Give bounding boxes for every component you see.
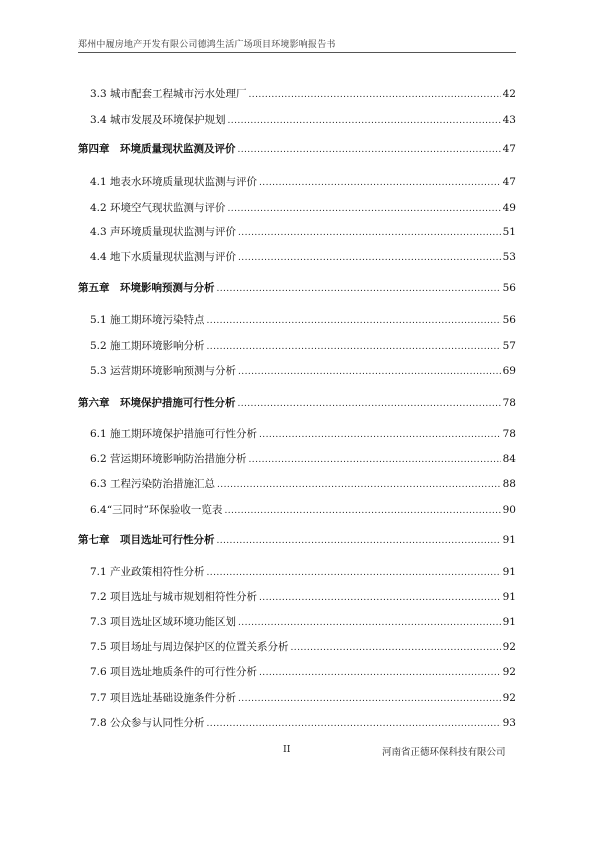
toc-section-entry[interactable]	[78, 114, 516, 127]
toc-entry-title: 4.1 地表水环境质量现状监测与评价	[90, 176, 258, 188]
toc-entry-page-number: 92	[502, 666, 516, 678]
toc-section-entry[interactable]	[78, 428, 516, 441]
footer-company-name: 河南省正德环保科技有限公司	[382, 747, 506, 758]
toc-entry-title: 第四章 环境质量现状监测及评价	[78, 143, 236, 155]
toc-dot-leader	[238, 398, 501, 411]
toc-dot-leader	[259, 592, 501, 605]
toc-entry-title: 7.6 项目选址地质条件的可行性分析	[90, 666, 258, 678]
toc-entry-title: 第六章 环境保护措施可行性分析	[78, 397, 236, 409]
toc-dot-leader	[249, 454, 501, 467]
toc-entry-title: 7.1 产业政策相符性分析	[90, 566, 205, 578]
toc-entry-page-number: 91	[502, 566, 516, 578]
toc-section-entry[interactable]	[78, 591, 516, 604]
toc-section-entry[interactable]	[78, 692, 516, 705]
toc-entry-page-number: 47	[502, 176, 516, 188]
toc-dot-leader	[249, 89, 501, 102]
toc-entry-title: 6.2 营运期环境影响防治措施分析	[90, 453, 247, 465]
toc-dot-leader	[238, 144, 501, 157]
toc-section-entry[interactable]	[78, 251, 516, 264]
header-divider	[78, 52, 516, 53]
toc-entry-page-number: 88	[502, 478, 516, 490]
toc-section-entry[interactable]	[78, 226, 516, 239]
toc-entry-page-number: 91	[502, 534, 516, 546]
toc-entry-page-number: 56	[502, 314, 516, 326]
toc-dot-leader	[238, 366, 501, 379]
toc-section-entry[interactable]	[78, 717, 516, 730]
toc-entry-page-number: 53	[502, 251, 516, 263]
toc-entry-page-number: 78	[502, 428, 516, 440]
toc-entry-page-number: 92	[502, 641, 516, 653]
toc-dot-leader	[207, 315, 501, 328]
toc-entry-page-number: 69	[502, 365, 516, 377]
toc-dot-leader	[207, 341, 501, 354]
toc-dot-leader	[207, 718, 501, 731]
toc-entry-title: 5.1 施工期环境污染特点	[90, 314, 205, 326]
toc-entry-page-number: 43	[502, 114, 516, 126]
toc-section-entry[interactable]	[78, 340, 516, 353]
toc-section-entry[interactable]	[78, 176, 516, 189]
toc-entry-page-number: 91	[502, 616, 516, 628]
toc-dot-leader	[238, 227, 501, 240]
toc-dot-leader	[238, 693, 501, 706]
toc-dot-leader	[217, 535, 501, 548]
toc-entry-page-number: 93	[502, 717, 516, 729]
toc-entry-title: 7.5 项目场址与周边保护区的位置关系分析	[90, 641, 289, 653]
toc-entry-title: 7.2 项目选址与城市规划相符性分析	[90, 591, 258, 603]
toc-entry-title: 6.1 施工期环境保护措施可行性分析	[90, 428, 258, 440]
toc-section-entry[interactable]	[78, 202, 516, 215]
toc-dot-leader	[207, 567, 501, 580]
toc-section-entry[interactable]	[78, 666, 516, 679]
toc-entry-page-number: 47	[502, 143, 516, 155]
toc-entry-page-number: 56	[502, 282, 516, 294]
running-header: 郑州中履房地产开发有限公司德鸿生活广场项目环境影响报告书	[78, 40, 336, 50]
toc-entry-title: 4.2 环境空气现状监测与评价	[90, 202, 226, 214]
toc-entry-title: 4.3 声环境质量现状监测与评价	[90, 226, 237, 238]
toc-chapter-entry[interactable]	[78, 143, 516, 156]
toc-entry-title: 3.3 城市配套工程城市污水处理厂	[90, 88, 247, 100]
toc-dot-leader	[238, 617, 501, 630]
toc-section-entry[interactable]	[78, 478, 516, 491]
toc-entry-page-number: 57	[502, 340, 516, 352]
toc-section-entry[interactable]	[78, 641, 516, 654]
toc-dot-leader	[238, 252, 501, 265]
toc-entry-page-number: 84	[502, 453, 516, 465]
toc-entry-page-number: 91	[502, 591, 516, 603]
toc-chapter-entry[interactable]	[78, 534, 516, 547]
toc-entry-title: 7.8 公众参与认同性分析	[90, 717, 205, 729]
toc-section-entry[interactable]	[78, 314, 516, 327]
toc-entry-title: 6.4“三同时”环保验收一览表	[90, 504, 223, 516]
toc-entry-page-number: 49	[502, 202, 516, 214]
toc-dot-leader	[259, 177, 501, 190]
toc-entry-title: 7.7 项目选址基础设施条件分析	[90, 692, 237, 704]
toc-section-entry[interactable]	[78, 616, 516, 629]
footer-page-number: II	[283, 744, 291, 755]
toc-entry-title: 6.3 工程污染防治措施汇总	[90, 478, 216, 490]
toc-entry-page-number: 92	[502, 692, 516, 704]
toc-entry-title: 3.4 城市发展及环境保护规划	[90, 114, 226, 126]
toc-dot-leader	[224, 505, 500, 518]
toc-entry-page-number: 90	[502, 504, 516, 516]
toc-chapter-entry[interactable]	[78, 397, 516, 410]
toc-entry-title: 4.4 地下水质量现状监测与评价	[90, 251, 237, 263]
toc-chapter-entry[interactable]	[78, 282, 516, 295]
toc-dot-leader	[217, 479, 501, 492]
toc-entry-title: 第五章 环境影响预测与分析	[78, 282, 215, 294]
toc-section-entry[interactable]	[78, 365, 516, 378]
toc-entry-title: 第七章 项目选址可行性分析	[78, 534, 215, 546]
toc-dot-leader	[228, 203, 501, 216]
toc-dot-leader	[217, 283, 501, 296]
toc-entry-page-number: 78	[502, 397, 516, 409]
toc-dot-leader	[259, 667, 501, 680]
toc-entry-title: 7.3 项目选址区域环境功能区划	[90, 616, 237, 628]
toc-entry-page-number: 51	[502, 226, 516, 238]
toc-section-entry[interactable]	[78, 566, 516, 579]
toc-entry-title: 5.2 施工期环境影响分析	[90, 340, 205, 352]
toc-section-entry[interactable]	[78, 453, 516, 466]
toc-section-entry[interactable]	[78, 88, 516, 101]
toc-dot-leader	[259, 429, 501, 442]
toc-section-entry[interactable]	[78, 504, 516, 517]
toc-dot-leader	[228, 115, 501, 128]
toc-dot-leader	[291, 642, 501, 655]
toc-entry-title: 5.3 运营期环境影响预测与分析	[90, 365, 237, 377]
toc-entry-page-number: 42	[502, 88, 516, 100]
